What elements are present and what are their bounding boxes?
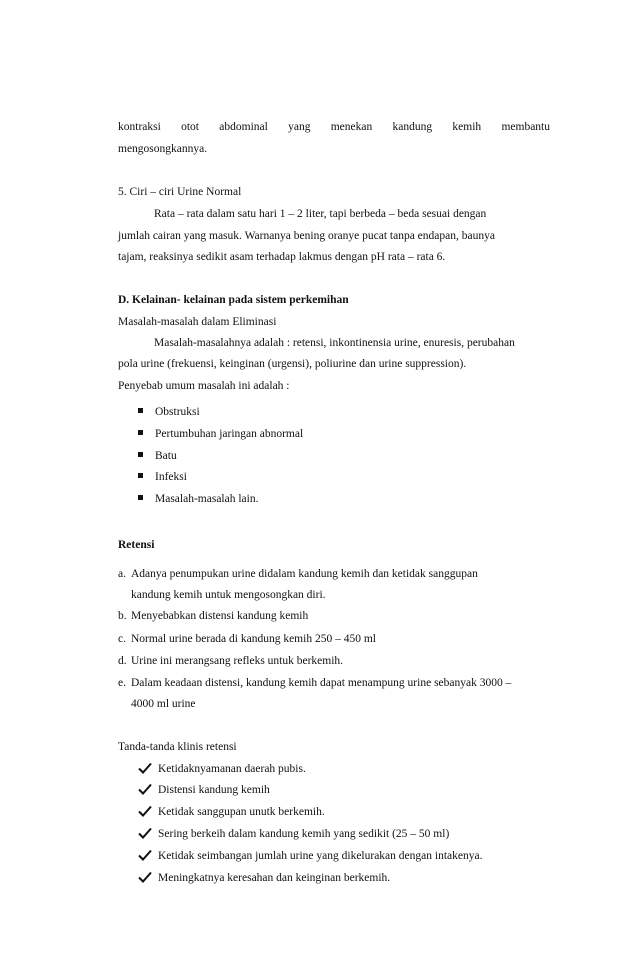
checklist-item-text: Meningkatnya keresahan dan keinginan berkemih. xyxy=(158,872,391,884)
word: abdominal xyxy=(219,121,268,133)
retensi-item-e-line-2: 4000 ml urine xyxy=(131,698,196,710)
checklist-item xyxy=(138,871,390,885)
section-d-paragraph-line-1: Masalah-masalahnya adalah : retensi, inkontinensia urine, enuresis, perubahan xyxy=(154,337,515,349)
section-5-paragraph-line-1: Rata – rata dalam satu hari 1 – 2 liter, tapi berbeda – beda sesuai dengan xyxy=(154,208,487,220)
checklist-item xyxy=(138,827,449,841)
checklist-item xyxy=(138,805,325,819)
intro-line-2: mengosongkannya. xyxy=(118,143,208,155)
word: yang xyxy=(288,121,311,133)
item-label: a. xyxy=(118,568,126,580)
checklist-item-text: Ketidak seimbangan jumlah urine yang dikelurakan dengan intakenya. xyxy=(158,850,483,862)
item-text: Dalam keadaan distensi, kandung kemih dapat menampung urine sebanyak 3000 – xyxy=(131,677,512,689)
item-label: c. xyxy=(118,633,126,645)
retensi-item-a xyxy=(118,567,550,581)
checkmark-icon xyxy=(138,849,152,861)
checkmark-icon xyxy=(138,827,152,839)
square-bullet-icon xyxy=(138,430,143,435)
square-bullet-icon xyxy=(138,495,143,500)
word: kandung xyxy=(392,121,433,133)
tanda-heading: Tanda-tanda klinis retensi xyxy=(118,741,237,753)
retensi-item-c xyxy=(118,632,550,646)
checklist-item xyxy=(138,849,482,863)
checklist-item-text: Sering berkeih dalam kandung kemih yang sedikit (25 – 50 ml) xyxy=(158,828,450,840)
retensi-heading: Retensi xyxy=(118,539,155,551)
checklist-item-text: Ketidak sanggupan unutk berkemih. xyxy=(158,806,325,818)
item-label: b. xyxy=(118,610,127,622)
list-item-text: Obstruksi xyxy=(155,406,200,418)
item-text: Adanya penumpukan urine didalam kandung kemih dan ketidak sanggupan xyxy=(131,568,478,580)
retensi-item-a-line-2: kandung kemih untuk mengosongkan diri. xyxy=(131,589,326,601)
item-label: e. xyxy=(118,677,126,689)
causes-intro: Penyebab umum masalah ini adalah : xyxy=(118,380,290,392)
retensi-item-e xyxy=(118,676,550,690)
word: kemih xyxy=(452,121,482,133)
checkmark-icon xyxy=(138,783,152,795)
list-item xyxy=(138,492,258,506)
retensi-item-b xyxy=(118,609,550,623)
word: menekan xyxy=(330,121,373,133)
checkmark-icon xyxy=(138,805,152,817)
checklist-item xyxy=(138,783,270,797)
square-bullet-icon xyxy=(138,408,143,413)
item-text: Menyebabkan distensi kandung kemih xyxy=(131,610,309,622)
word: membantu xyxy=(501,121,550,133)
checklist-item-text: Distensi kandung kemih xyxy=(158,784,270,796)
section-d-subheading: Masalah-masalah dalam Eliminasi xyxy=(118,316,277,328)
item-text: Urine ini merangsang refleks untuk berkemih. xyxy=(131,655,344,667)
list-item-text: Masalah-masalah lain. xyxy=(155,493,259,505)
list-item-text: Batu xyxy=(155,450,177,462)
list-item-text: Infeksi xyxy=(155,471,187,483)
square-bullet-icon xyxy=(138,473,143,478)
item-text: Normal urine berada di kandung kemih 250 – 450 ml xyxy=(131,633,376,645)
checklist-item-text: Ketidaknyamanan daerah pubis. xyxy=(158,763,306,775)
word: kontraksi xyxy=(118,121,161,133)
retensi-item-d xyxy=(118,654,550,668)
section-d-heading: D. Kelainan- kelainan pada sistem perkemihan xyxy=(118,294,349,306)
list-item-text: Pertumbuhan jaringan abnormal xyxy=(155,428,304,440)
word: otot xyxy=(181,121,199,133)
list-item xyxy=(138,405,200,419)
list-item xyxy=(138,470,187,484)
section-d-paragraph-line-2: pola urine (frekuensi, keinginan (urgensi), poliurine dan urine suppression). xyxy=(118,358,467,370)
section-5-paragraph-line-3: tajam, reaksinya sedikit asam terhadap lakmus dengan pH rata – rata 6. xyxy=(118,251,446,263)
square-bullet-icon xyxy=(138,452,143,457)
item-label: d. xyxy=(118,655,127,667)
list-item xyxy=(138,427,303,441)
checklist-item xyxy=(138,762,306,776)
checkmark-icon xyxy=(138,762,152,774)
section-5-heading: 5. Ciri – ciri Urine Normal xyxy=(118,186,242,198)
intro-line-1 xyxy=(118,120,550,134)
list-item xyxy=(138,449,177,463)
checkmark-icon xyxy=(138,871,152,883)
section-5-paragraph-line-2: jumlah cairan yang masuk. Warnanya bening oranye pucat tanpa endapan, baunya xyxy=(118,230,495,242)
